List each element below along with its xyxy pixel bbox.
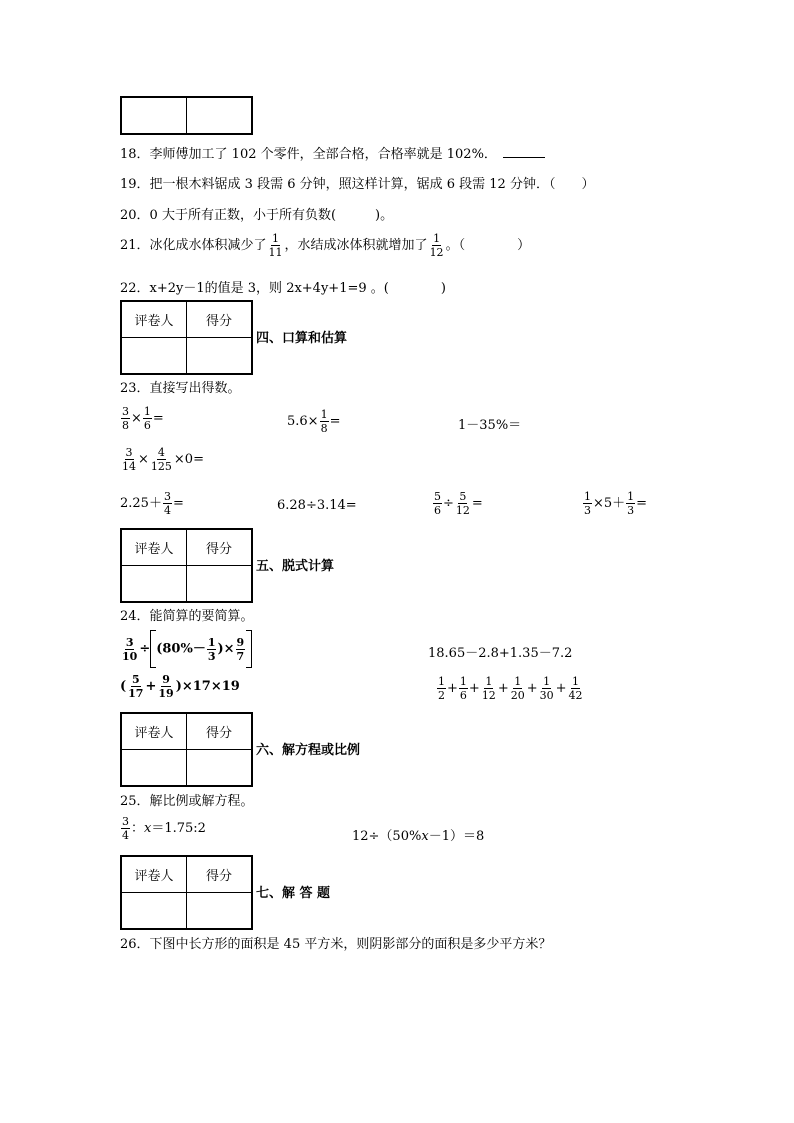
section-7-title: 七、解 答 题	[256, 886, 331, 901]
question-20: 20．0 大于所有正数，小于所有负数( )。	[120, 208, 394, 223]
section-5-title: 五、脱式计算	[256, 559, 335, 574]
expr-24-4: $\frac{1}{2}$ + $\frac{1}{6}$ + $\frac{1}{12}$ + $\frac{1}{20}$ + $\frac{1}{30}$ + $\frac{1}{42}$	[438, 675, 583, 702]
expr-23-3: 1－35%＝	[458, 418, 522, 433]
score-table-1	[120, 96, 253, 135]
expr-24-1: $\frac{3}{10}$ ÷ (80%－ $\frac{1}{3}$ )× $\frac{9}{7}$	[120, 630, 252, 668]
expr-23-1: $\frac{3}{8}$ × $\frac{1}{6}$ =	[122, 405, 164, 432]
score-table-3: 评卷人 得分	[120, 528, 253, 603]
expr-23-8: $\frac{1}{3}$ ×5＋ $\frac{1}{3}$ =	[584, 490, 648, 517]
question-22: 22．x+2y－1的值是 3，则 2x+4y+1=9 。( )	[120, 281, 446, 296]
expr-23-7: $\frac{5}{6}$ ÷ $\frac{5}{12}$ =	[434, 490, 483, 517]
expr-24-3: ( $\frac{5}{17}$ + $\frac{9}{19}$ )×17×19	[120, 673, 240, 700]
score-table-4: 评卷人 得分	[120, 712, 253, 787]
section-4-title: 四、口算和估算	[256, 331, 348, 346]
question-25: 25．解比例或解方程。	[120, 794, 254, 809]
answer-blank[interactable]	[503, 147, 545, 158]
question-26: 26．下图中长方形的面积是 45 平方米，则阴影部分的面积是多少平方米？	[120, 937, 552, 952]
question-18: 18．李师傅加工了 102 个零件，全部合格，合格率就是 102%．	[120, 143, 545, 162]
question-19: 19．把一根木料锯成 3 段需 6 分钟，照这样计算，锯成 6 段需 12 分钟．（ ）	[120, 177, 595, 192]
expr-23-5: 2.25＋ $\frac{3}{4}$ =	[120, 490, 184, 517]
expr-23-4: $\frac{3}{14}$ × $\frac{4}{125}$ ×0=	[122, 446, 204, 473]
question-21: 21．冰化成水体积减少了 $\frac{1}{11}$ ，水结成冰体积就增加了 $\frac{1}{12}$ 。（ ）	[120, 232, 531, 259]
expr-23-2: 5.6× $\frac{1}{8}$ =	[287, 408, 341, 435]
section-6-title: 六、解方程或比例	[256, 743, 361, 758]
expr-24-2: 18.65－2.8+1.35－7.2	[428, 646, 573, 661]
question-24: 24．能简算的要简算。	[120, 609, 254, 624]
expr-25-2: 12÷（50%x－1）＝8	[352, 829, 485, 844]
expr-25-1: $\frac{3}{4}$ ：x＝1.75:2	[122, 815, 206, 842]
expr-23-6: 6.28÷3.14=	[277, 498, 357, 513]
score-table-5: 评卷人 得分	[120, 855, 253, 930]
question-23: 23．直接写出得数。	[120, 381, 241, 396]
score-table-2: 评卷人 得分	[120, 300, 253, 375]
